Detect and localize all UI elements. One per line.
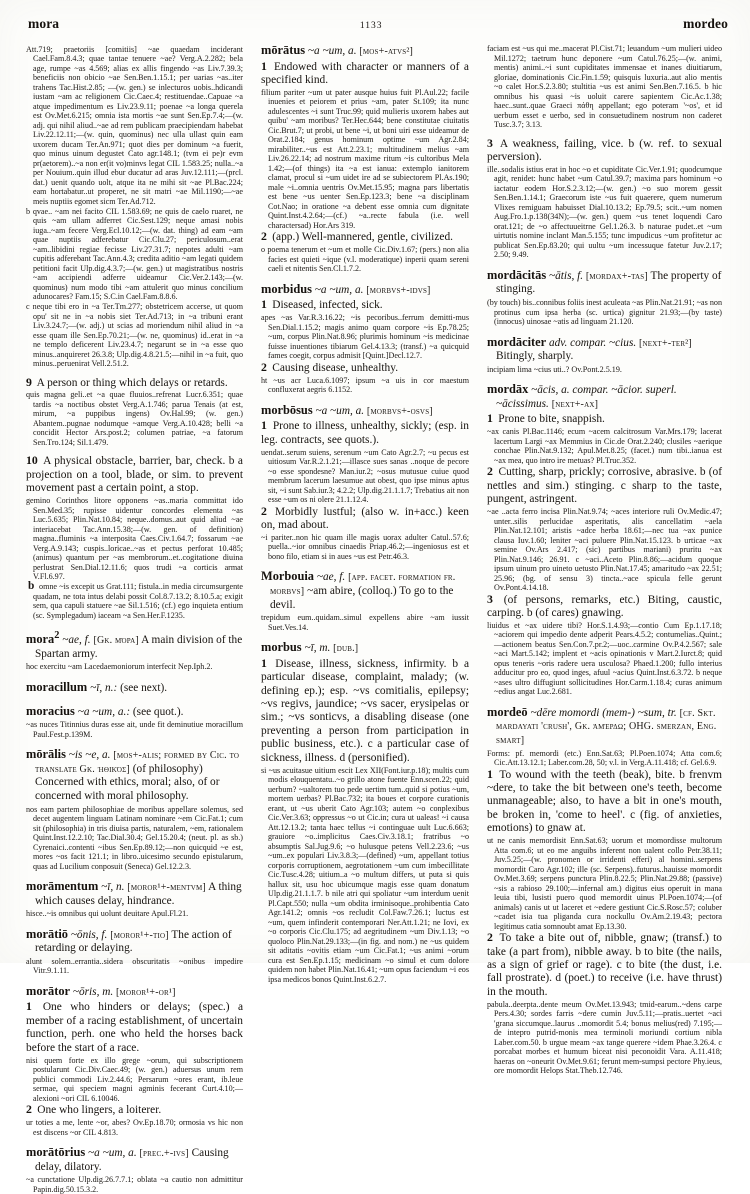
citation-block: faciam est ~us qui me..macerat Pl.Cist.71; leuandum ~um mulieri uideo Mil.1272; taetrum hunc deponere ~um Catul.76.25;—(w. animi, mentis) animi..~i sunt cupiditates immensae et inanes diuitiarum, gloriae, dominationis Cic.Fin.1.59; quisquis luxuria..aut alio mentis ~o calet Hor.S.2.3.80; stultitia ~us est animi Sen.Ben.7.16.5. b hic omnibus his quasi ~is uoluit carere sapientem Cic.Ac.1.38; haec..sunt..quae Graeci πάθη appellant; ego poteram '~os', et id uerbum esset e uerbo, sed in consuetudinem nostrum non caderet Tusc.3.7; 3.13. [487,44,722,129]
etymology: [moror¹+-mentvm] [127,882,206,893]
etymology: [dub.] [333,643,359,655]
headword: moracius [26,703,75,718]
headword-entry [26,629,243,661]
etymology: [mos+-alis; formed by Cic. to translate Gk. ἠθικός] [35,750,240,775]
grammatical-forms: ~dēre momordi (mem-) ~sum, tr. [530,706,677,719]
citation-block: Att.719; praetoriis [comitiis] ~ae quaedam inciderant Cael.Fam.8.4.3; quae tantae tenuere ~ae? Verg.A.2.282; bela age, rumpe ~as 4.569; alias ex allis fingendo ~as Liv.7.39.3; beneficiis non obicio ~ae Sen.Ben.1.15.1; per uarias ~as..iter trahens Tac.Hist.2.85; —(w. gen.) se inlecturos uobis..hdicandi iustam ~am ac religionem Cic.Caec.4; restituendae..Capuae ~a atque impedimentum es Liv.23.9.11; poenae ~a longa querela est Ov.Met.6.215; omnia ista mortis ~ae sunt Sen.Ep.7.4;—(w. adj. qui nihil aliud..~ae ad rem publicam praecipiendam habebat Liv.22.12.11;—(w. quin, quominus) nec ulla ullast quin eam uxorem ducam Ter.An.971; quot dies per dominum ~a fuerit, quo minus uinum degustet Cato agr.148.1; (tvm ei pe)r evm pr(aetorem)..~a non er(it vo)minvs legat CIL 1.583.25; nulla..~a per Nouium..quin illud ebur ducatur ad aras Juv.12.111;—(prcl. dat.) uenit quando uolt, atque ita ne mihi sit ~ae Pl.Bac.224; eam hortabatur..ut properet, ne sit matri ~ae Mil.1190;—~ae meis nuptiis egomet sicm Ter.Ad.712. [26,44,243,206]
grammatical-forms: ~ī, m. [304,642,331,655]
etymology: [moror¹+-or¹] [116,986,176,998]
citation-block: trepidum eum..quidam..simul expellens abire ~am iussit Suet.Ves.14. [261,613,469,632]
sense-definition: 1 Prone to bite, snappish. [487,411,605,426]
headword: mordāciter [487,334,547,349]
citation-block: ut ne canis memordisit Enn.Sat.63; uorum et momordisse multorum Atta com.6; ut eo me anguibs inferent non ualent collo Petr.38.11; Juv.5.25;—(w. pronomen or irridenti efferi) al homini..serpens momordit Caro Agr.102; ille (sc. Serpens)..futurus..hauisse momordit Ov.Met.3.69; serpens punctura Plin.8.22.5; Plin.Nat.29.88; (passive) ~sis a rabioso 29.100;—infernal am.) digitus eius operuit in mana leuia tibi, lusisti puero quod memordit uinus Pl.Poen.1074;—(of animals) canis ut ut laceret et ~edere gestiunt Cic.S.Rosc.57; coluber ~cadet isia tua pliganda cura nockullu Ov.Am.2.19.43; pectora legitimus catia somnoubt amat Ep.13.30. [487,836,722,931]
citation-block: apes ~as Var.R.3.16.22; ~is pecoribus..ferrum demitti-mus Sen.Dial.1.15.2; magis animo quam corpore ~is Ep.78.25; ~um, corpus Plin.Nat.8.96; plurimis hominum ~is medicinae fuisse inuentiones tibiarum Gel.4.13.3; (transf.) ~a quicquid fames coegit, corpus admisit [Quint.]Decl.12.7. [261,313,469,361]
headword-entry [26,681,243,696]
headword-entry [487,269,722,297]
sense-definition: 1 Disease, illness, sickness, infirmity. b a particular disease, complaint, malady; (w. defining ep.); esp. ~vs comitialis, epilepsy; ~vs regivs, jaundice; ~vs sacer, erysipelas or sim.; ~vs sonticvs, a disabling disease (one preventing a person from participation in public business, etc.). c a particular case of sickness, illness. d (personified). [261,655,469,764]
citation-block: incipiam lima ~cius uti..? Ov.Pont.2.5.19. [487,364,622,374]
sense-number: 2 [487,930,493,945]
sense-definition: 2 (app.) Well-mannered, gentle, civilized. [261,229,453,244]
citation-block: liuidus et ~ax uidere tibi? Hor.S.1.4.93;—contio Cum Ep.1.17.18; ~aciorem qui impedio dente adperit Pears.4.5.2; contumelias..Quint.;—actionem beatus Sen.Con.7.pr.2;—uoc..carmine Ov.P.4.2.567; sale ~aci Mart.5.142; implent et ~acis opinationis v Mart.2.Iurct.8; quid opus teneris ~oris radere uera usculosa? Phaed.1.200; fullo interius adducitur pro eo, quod inges, afuul ~acius Quint.Inst.6.3.72. b neque ~ases ultro diffugiunt sollicitudines Hor.Carm.1.18.4; curas animum ~edius angat Luc.2.681. [487,620,722,697]
grammatical-forms: ~is ~e, a. [68,749,111,762]
etymology: [Gk. μόρα] [93,635,139,647]
citation-block: ht ~us acr Luca.6.1097; ipsum ~a uis in cor maestum confluxerat aegris 6.1152. [261,375,469,395]
citation-block: filium pariter ~um ut pater ausque huius fuit Pl.Aul.22; facile inuenies et peiorem et prius ~am, pater St.109; ita nunc adulescentes ~i sunt Truc.99; quid mulieris uxorem habes aut quibu' ~am moribus? Ter.Hec.644; bene constitutae ciuitatis Cic.Brut.7; ut probi, ut bene ~i, ut boni uiri esse uideamur de Orat.2.184; genus hominum optime ~um Agr.2.84; mirabiliter..~us est Att.2.23.1; multitudinem melius ~am Liv.26.22.14; ad nostrum maxime ritum ~is cultoribus Mela 1.42;—(of things) ita ~a est ianua: extemplo ianitorem clamat, procul si ~um uidet ire ad se subiectorem Pl.As.190; male ~i..omnia uentris Ov.Met.15.95; magna pars libertatis est bene ~us uenter Sen.Ep.123.3; bene ~a disciplinam Cot.Nao; in oratione ~a debent esse omnia cum dignitate Quint.Inst.4.2.64;—(cf.) ~a..recte fabula (i.e. well charactersad) Hor.Ars 319. [261,87,469,230]
subsense-label: b [28,580,35,593]
citation-block: si ~us acuitasue uitium escit Lex XII(Font.iur.p.18); multis cum modis elouquentatu..~o grillo atone fuente Enn.scen.22; quid uerbum? ~ualtorem tuo pede uertim tum..quid si potius ~um, mortem uerbas? Pl.Bac.732; ita boues et corpore curationis erant, ut ~us uberit Cato Agr.103; autem ~o conplexibus Cic.Ver.3.63; oppressus ~o ut Cic.in; cura ut ualeas! ~i causa Att.12.13.2; tanta haec tellus ~i continguae uult Luc.6.663; grauiore ~o..implicitus Caes.Civ.3.18.1; fratribus ~o absumptis Sal.Jug.9.6; ~o hulusque petens Vell.2.23.6; ~us ~um..ex populari Liv.3.8.3;—(defined) ~um, appellant totius corporis corruptionem, aegrotationem ~um cum imbecillitate Cic.Tusc.4.28; uitium..a ~o multum differs, ut puta si quis hallux sit, usu hoc ubicumque magis esse quam donatum Ulp.dig.21.1.1.7. b nile atri qui spoliatur ~um interdum uenit Pl.Capt.550; nulla ~um obdita irminisoque..prohibentia Cato Agr.141.2; omnis ~os recludit Col.Faw.7.26.1; luctus est ~um, quem infinderit contemporari Ner.Att.1.21; ne Iovi, ex ~o corporis Cic.Clu.175; ad aegritudinem ~um Div.1.13; ~o quoloco Plin.Nat.29.133;—(in fig. and nom.) ne ~us quidem sit aditatis ~ovitis etiam ~um Cic.Fat.1; ~us animi ~orum cura est Sen.Ep.1.15; medicinam ~o simul et cum dolore quidem non habet Plin.Nat.16.41; ~um opus faciendum ~i eos ipsa medicos bonos Quint.Inst.6.2.7. [261,765,469,984]
citation-block: b qvae.. ~am nei facito CIL 1.583.69; ne quis de caelo ruaret, ne quis ~am ullam adferret Cic.Sest.129; neque amasi nobis iuga..~am fecere Verg.Ecl.10.12;—(w. dat. thing) ad eam ~am quae nuptiis adferebatur Cic.Clu.27; periculosum..erat ~am..libidini regiae fecisse Liv.27.31.7; nepotes adulti ~am cupitis adferebant Tac.Ann.4.3; credita aditio ~am legati quidem petitioni facit Ulp.dig.4.3.7;—(w. gen.) ut magistratibus nostris ~am accipiendi adferre uideamur Cic.Ver.2.143;—(w. quominus) num modo tibi ~am attulerit quo minus concilium adunocares? Fam.15; S.C.in Cael.Fam.8.8.6. [26,206,243,301]
definition-text: A thing which causes delay, hindrance. [35,881,242,907]
sense-number: 1 [261,58,267,73]
running-head [26,16,730,38]
column-2 [252,43,478,984]
sense-definition: 1 Prone to illness, unhealthy, sickly; (esp. in leg. contracts, see quots.). [261,418,469,446]
headword-entry [487,383,722,411]
headword-entry [26,1146,243,1174]
sense-number: 1 [261,655,267,670]
definition-text: A main division of the Spartan army. [35,634,243,660]
headword: Morbouia [261,569,315,584]
citation-block: ~a cunctatione Ulp.dig.26.7.7.1; oblata ~a cautio non admittitur Papin.dig.50.15.3.2. [26,1175,243,1194]
definition-text: (of philosophy) Concerned with ethics, moral; also, of or concerned with moral philosophy. [35,762,220,802]
forms-note: Forms: pf. memordi (etc.) Enn.Sat.63; Pl.Poen.1074; Atta com.6; Cic.Att.13.12.1; Laber.com.28, 50; v.l. in Verg.A.11.418; cf. Gel.6.9. [487,748,722,768]
spacer [26,369,243,376]
grammatical-forms: ~ātis, f. [549,269,584,282]
headword: morbōsus [261,402,313,417]
sense-number: 1 [487,411,493,426]
headword: mora$^2$ [26,630,60,647]
etymology: [mordax+-tas] [585,270,648,282]
sense-definition: 1 One who hinders or delays; (spec.) a member of a racing establishment, of uncertain function, perh. one who held the horses back before the start of a race. [26,999,243,1054]
sense-definition: 2 To take a bite out of, nibble, gnaw; (transf.) to take (a part from), nibble away. b to bite (the nails, as a sign of grief or rage). c to bite (the dust, i.e. fall prostrate). d (poet.) to receive (i.e. have thrust) in the mouth. [487,930,722,998]
etymology: [cf. Skt. mardayati 'crush', Gk. ἀμέρδω; OHG. smerzan, Eng. smart] [496,707,717,746]
grammatical-forms: ~a ~um, a.: [77,705,131,718]
headword-entry [261,641,469,656]
grammatical-forms: ~a ~um, a. [88,1147,137,1159]
sense-definition: 3 (of persons, remarks, etc.) Biting, caustic, carping. b (of cares) gnawing. [487,591,722,619]
citation-block: nos eam partem philosophiae de moribus appellare solemus, sed decet augentem linguam Latinam nominare ~em Cic.Fat.1; cum sit (philosophia) in tris diuisa partis, naturalem, ~em, rationalem Quint.Inst.12.2.10; Tac.Dial.30.4; Gel.15.20.4; (neut. pl. as sb.) Cyrenaici..contenti ~ibus Sen.Ep.89.12;—non quicquid ~e est, mores ~os facit 121.1; in libro..uicesimo secundo epistularum, quas ad Lucilium conposuit (Seneca) Gel.12.2.3. [26,804,243,871]
grammatical-forms: ~a ~um, a. [314,283,364,296]
grammatical-forms: ~ōnis, f. [70,928,108,941]
headword: morāmentum [26,879,99,893]
grammatical-forms: adv. compar. ~cius. [549,336,637,349]
grammatical-forms: ~ācis, a. compar. ~ācior. superl. ~ācissimus. [496,384,677,410]
headword: mōrātus [261,43,306,57]
headword: morbidus [261,281,312,296]
spacer [487,130,722,137]
grammatical-forms: ~ī, n. [101,881,125,893]
running-head-left: mora [28,16,60,31]
definition-text: Causing delay, dilatory. [35,1147,229,1173]
citation-block: nisi quem forte ex illo grege ~orum, qui subscriptionem postularunt Cic.Div.Caec.49; (w. gen.) aduersus unum rem publici commodi Liv.2.44.6; Persarum ~ores erant, ib.leue sermae, qui speciem magni agminis fecerant Curt.4.10;—alexioni ~ori CIL 6.10046. [26,1055,243,1103]
etymology: [morbvs+-idvs] [366,284,431,296]
sense-definition: 2 One who lingers, a loiterer. [26,1102,162,1117]
citation-block: o poema tenerum et ~um et molle Cic.Div.1.67; (pers.) non alia facies est quieti ~ique (v.l. moderatique) inperii quam sereni caeli et nitentis Sen.Cl.1.7.2. [261,245,469,274]
citation-block: gemino Corinthos litore opponens ~as..maria committat ido Sen.Med.35; rupisse uidentur concordes elementa ~as Luc.5.635; Plin.Nat.10.84; neque..domus..aut quid aliud ~ae interiacebat Tac.Ann.15.38;—(w. gen. of definition) magna..fluminis ~a interposita Caes.Civ.1.64.7; fossarum ~ae Verg.A.9.143; cuspis..loricae..~as et pectus perforat 10.485; (animus) quantum per ~as membrorum..et..cogitatione diuina perlustrat Sen.Dial.12.11.6; quos trudi ~a corticis armat V.Fl.6.97. [26,496,243,582]
headword: mordāx [487,382,529,397]
sense-number: 1 [26,999,32,1014]
headword-entry [487,336,722,364]
citation-block: (by touch) bis..connibus foliis inest aculeata ~as Plin.Nat.21.91; ~as non protinus cum ipsa herba (sc. urtica) gignitur 21.93;—(by taste) (innocus) uinosae ~atis ad linguam 21.120. [487,298,722,326]
sense-definition: 2 Cutting, sharp, prickly; corrosive, abrasive. b (of nettles and sim.) stinging. c sharp to the taste, pungent, astringent. [487,464,722,506]
sense-definition: 9 A person or thing which delays or retards. [26,374,228,389]
sense-number: 3 [487,591,493,606]
sense-number: 10 [26,453,38,468]
sense-definition: 10 A physical obstacle, barrier, bar, check. b a projection on a tool, blade, or sim. to prevent movement past a certain point, a stop. [26,453,243,495]
headword-entry [261,404,469,419]
sense-number: 2 [487,464,493,479]
sense-number: 2 [26,1102,32,1117]
sense-number: 1 [261,418,267,433]
citation-block: pabula..deerpta..dente meum Ov.Met.13.943; tmid-earum..~dens carpe Pers.4.30; sordes farris ~dere cumin Juv.5.11;—pratis..uertet ~aci 'grana siccumque..laurus ..momordit 5.4; bonus melius(red) 7.195;—de intepro putrid-monis mea terminoli moriundi cortium nibla Laber.com.50. b urgue meam ~ax tange querere ~idem Phae.3.26.4. c porcabat morbes et humum biceat nisi peconoidit Vara. A.11.418; haeras on ~oneurit Ov.Met.9.61; ferunt mem-sumpsi pectore Phy.ieus, ore momordit Helops Stat.Theb.12.746. [487,999,722,1076]
headword: mordeō [487,704,528,719]
definition-text: (see quot.). [132,705,184,718]
sense-definition: 3 A weakness, failing, vice. b (w. ref. to sexual perversion). [487,135,722,163]
citation-block: ur toties a me, lente ~or, abes? Ov.Ep.18.70; ormosia vs hic non est discens ~or CIL 4.813. [26,1118,243,1137]
etymology: [mos+-atvs²] [359,46,414,57]
grammatical-forms: ~ī, n.: [90,681,118,694]
citation-block: hisce..~is omnibus qui uolunt deuitare Apul.Fl.21. [26,909,189,919]
definition-text: ~am abire, (colloq.) To go to the devil. [270,585,454,611]
headword-entry [26,880,243,908]
citation-block: hoc exercitu ~am Lacedaemoniorum interfecit Nep.Iph.2. [26,662,213,672]
citation-block: ~i pariter..non hic quam ille magis uorax adulter Catul..57.6; puella..~ior omnibus cinaedis Priap.46.2;—ingeniosus est et bono filo, etiam si in aues ~us est Petr.46.3. [261,532,469,561]
etymology: [moror¹+-tio] [110,929,169,941]
headword: morbus [261,640,302,655]
headword-entry [261,283,469,298]
headword-entry [26,985,243,1000]
headword-entry [487,706,722,748]
headword-entry [26,705,243,720]
citation-block: ~as nuces Titinnius duras esse ait, unde fit deminutiue moracillum Paul.Fest.p.139M. [26,720,243,739]
headword-entry [26,748,243,803]
sense-number: 3 [487,135,493,150]
etymology: [next+-ax] [551,398,599,410]
sense-number: 2 [261,503,267,518]
etymology: [prec.+-ivs] [139,1148,189,1159]
etymology: [next+-ter²] [639,337,692,349]
sense-number: 1 [487,766,493,781]
sense-number: 2 [261,359,267,374]
headword-entry [261,44,469,59]
citation-block: ~ae ..acta ferro incisa Plin.Nat.9.74; ~aces interiore ruli Ov.Medic.47; unter..silis perlucidae asperitatis, alis cancellatim ~aela Plin.Nat.12.101; aristis ~adce herba 18.61;—nec tua ~ax punice clausa Iuv.1.60; leniter ~aci puluere Plin.Nat.15.123. b urticae ~ax semine Ov.Ars 2.417; (sic) partibus mariani) pruritu ~ax Plin.Nat.9.146; 26.91. c ~aci..Aceto Plin.8.86;—acidum quoque ipsum uinum pro uineto uetusto Plin.Nat.17.45; amaritudo ~ax 22.51; 25.96; (bg. of sensu 3) tincta..~ace spicula felle gerunt Ov.Pont.4.14.18. [487,507,722,592]
sense-number: 9 [26,374,32,389]
subsense-block: b omne ~is excepit us Grat.111; fistula..in media circumsurgente quadam, ne tota intus delabi possit Col.8.7.13.2; 8.10.5.a; exigit sem, qua capuli statuere ~ae Sil.1.516; (cf.) ego inquieta entium (sc. Symplegadum) iaceam ~a Sen.Her.F.1235. [28,580,243,620]
grammatical-forms: ~a ~um, a. [315,404,365,417]
headword: morātōrius [26,1145,86,1159]
citation-block: quis magna geli..et ~a quae fluuios..refrenat Lucr.6.351; quae tardis ~a noctibus obstet Verg.A.1.746; parua Tenais (at est, mirum, ~a puppibus ingens) Ov.Hal.99; (w. gen.) Abantem..pugnae nodumque ~amque Verg.A.10.428; belli ~a concidit Hector Ars.post.2; columen patriae, ~a fatorum Sen.Tro.124; Sil.1.479. [26,390,243,447]
citation-block: c neque tibi ero in ~a Ter.Tm.277; obstetricem accerse, ut quom opu' sit ne in ~a nobis siet Ter.Ad.713; in ~a tribuni erant Liv.3.24.7;—(w. adj.) ut scias ad moriendum nihil aliud in ~a esse quam ille Sen.Ep.70.21;—(w. ne, quominus) id..erat in ~a ne templo deficerent Liv.23.4.7; negarunt se in ~a esse quo minus..anquireret 26.3.8; Ulp.dig.4.8.21.5;—nihil in ~a fuit, quo minus..peruenirat Vell.2.51.2. [26,302,243,368]
grammatical-forms: ~ōris, m. [72,985,114,998]
sense-definition: 1 Diseased, infected, sick. [261,297,383,312]
headword: moracillum [26,679,88,694]
definition-text: (see next). [120,681,168,694]
grammatical-forms: ~a ~um, a. [307,45,357,57]
sense-definition: 2 Causing disease, unhealthy. [261,359,399,374]
etymology: [morbvs+-osvs] [366,405,433,417]
running-head-right: mordeo [683,16,728,31]
sense-number: 1 [261,297,267,312]
citation-block: uendat..serum suiens, serenum ~um Cato Agr.2.7; ~u pecus est uitiosum Var.R.2.1.21;—illasce sues sanas ..noque de pecore ~o esse spondesne? Man.iur.2; ~osus mutusue cuiue quod membrum lacerum laesumue aut obest, quo ipse minus aptus sit, ~i sunt Sab.iur.3; 4.2.2; Ulp.dig.21.1.1.7; Trebatius ait non esse ~um os ni olere 21.1.12.4. [261,447,469,505]
grammatical-forms: ~ae, f. [62,634,91,647]
headword: mordācitās [487,267,547,282]
definition-text: The action of retarding or delaying. [35,928,232,955]
definition-text: The property of stinging. [496,269,722,296]
headword-entry [261,570,469,612]
headword-entry [26,928,243,956]
sense-definition: 1 Endowed with character or manners of a specified kind. [261,58,469,86]
sense-definition: 2 Morbidly lustful; (also w. in+acc.) keen on, mad about. [261,503,469,532]
page-number: 1133 [359,21,383,31]
headword: morātor [26,983,71,998]
headword-superscript: 2 [54,630,60,642]
spacer [26,447,243,454]
headword: mōrālis [26,747,66,762]
etymology: [app. facet. formation fr. morbvs] [270,572,456,598]
column-3 [478,44,722,1076]
citation-block: ~ax canis Pl.Bac.1146; ecum ~acem calcitrosum Var.Mrs.179; lacerat lacertum Largi ~ax Memmius in Cic.de Orat.2.240; clusiles ~aerique conchae Plin.Nat.9.132; Apul.Met.8.25; (facet.) num tibi..ianua est ~ax mea, quo intro ire metuas? Pl.Truc.352. [487,427,722,465]
sense-definition: 1 To wound with the teeth (beak), bite. b frenvm ~dere, to take the bit between one's teeth, become unmanageable; also, to have a bit in one's mouth, be broken in, 'come to heel'. c (fig. of anxieties, emotions) to gnaw at. [487,766,722,835]
column-container [26,43,730,1194]
definition-text: Bitingly, sharply. [496,350,574,363]
sense-number: 2 [261,229,267,244]
citation-block: ille..sodalis istius erat in hoc ~o et cupiditate Cic.Ver.1.91; quodcumque agit, renidet: hunc habet ~um Catul.39.7; maxima pars hominum ~o iactatur eodem Hor.S.2.3.12;—(w. gen.) ~o suo morem gessit Sen.Ben.1.14.1; Graecorum iste ~us fuit quaerere, quem numerum Vlixes remiguam habuisset Dial.10.13.2; Ep.79.5; scit..~um nomen Aug.Fro.1.p.138(34N);—(w. gen.) quem ~us tenet loquendi Caro orat.121; de ~o affectuueitrne Gel.1.26.3. b naturae pudet..et ~um uirtutis nomine inclant Man.5.155; tunc impudicus ~um profitetur ac publicat Sen.Ep.83.20; qui uultu ~um incessuque fatetur Juv.2.17; 2.50; 9.49. [487,164,722,260]
column-1 [26,44,252,1194]
headword: morātiō [26,926,68,941]
grammatical-forms: ~ae, f. [316,571,346,584]
citation-block: alunt solem..errantia..sidera obscuritatis ~onibus impedire Vitr.9.1.11. [26,956,243,976]
